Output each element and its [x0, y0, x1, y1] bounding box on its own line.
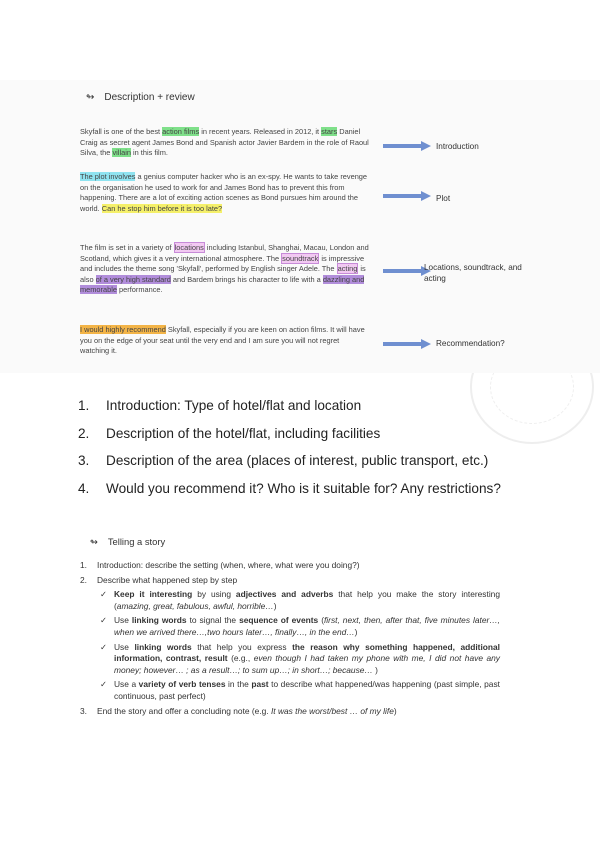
story-instructions [80, 560, 500, 717]
text: is impressive and includes the theme song 'Skyfall', performed by English singer Adele. The [80, 253, 365, 274]
item-number: 2. [78, 425, 90, 441]
highlight-purple: dazzling and memorable [80, 274, 365, 295]
tip-item [100, 589, 500, 612]
checkmark-icon: ✓ [100, 679, 108, 690]
highlight-purple: of a very high standard [95, 274, 171, 284]
list-item [80, 575, 500, 587]
text: in the [225, 679, 252, 690]
text: to signal the [186, 615, 240, 626]
list-item [78, 420, 548, 448]
highlight-cyan: The plot involves [80, 172, 136, 181]
review-heading [86, 92, 195, 103]
highlight-pink: locations [174, 243, 204, 252]
tip-text [114, 679, 500, 702]
arrow-right-icon [383, 191, 431, 201]
list-item [78, 392, 548, 420]
highlight-green: stars [321, 127, 338, 136]
tip-item [100, 679, 500, 702]
review-paragraph-locations [80, 243, 370, 296]
text: The film is set in a variety of [80, 243, 174, 252]
tip-item [100, 642, 500, 677]
text: End the story and offer a concluding note (e.g. [97, 705, 271, 716]
bold-text: past [251, 679, 269, 690]
checkmark-icon: ✓ [100, 641, 108, 652]
item-number: 4. [78, 480, 90, 496]
checkmark-icon: ✓ [100, 615, 108, 626]
text: a genius computer hacker who is an ex-spy. He wants to take revenge on the organisation he used to work for and James Bond has to prevent this from happening. There are a lot of exciting action scenes as Bond pursues him around the world. [80, 172, 368, 213]
item-text: Would you recommend it? Who is it suitable for? Any restrictions? [106, 480, 501, 496]
bold-text: linking words [131, 615, 187, 626]
label-plot: Plot [436, 194, 451, 203]
tip-text [114, 642, 500, 677]
text: Skyfall, especially if you are keen on action films. It will have you on the edge of your seat until the very end and I am sure you will not regret watching it. [80, 325, 365, 356]
highlight-green: villain [112, 148, 131, 158]
highlight-yellow: Can he stop him before it is too late? [101, 203, 223, 213]
italic-text: first, next, then, after that, five minutes later…, when we arrived there…,two hours later…, finally…, in the end… [114, 615, 501, 637]
text: Skyfall is one of the best [80, 127, 163, 136]
list-item [78, 475, 548, 503]
text: in this film. [130, 148, 168, 158]
item-number: 3. [78, 453, 90, 468]
text: to describe what happened/was happening (past simple, past continuous, past perfect) [114, 679, 500, 701]
text: Use [114, 641, 135, 652]
text: by using [192, 589, 236, 600]
item-text: Introduction: Type of hotel/flat and location [106, 398, 362, 413]
label-introduction: Introduction [436, 142, 479, 151]
item-text: Description of the area (places of interest, public transport, etc.) [106, 453, 489, 468]
review-paragraph-recommendation [80, 325, 370, 357]
label-recommendation: Recommendation? [436, 339, 505, 348]
story-title: Telling a story [107, 536, 166, 547]
item-number: 2. [80, 574, 87, 585]
text: Daniel Craig as secret agent James Bond and Spanish actor Javier Bardem in the role of Raoul Silva, the [80, 127, 369, 158]
bold-text: sequence of events [239, 615, 319, 626]
list-item [80, 560, 500, 572]
text: ) [354, 626, 358, 637]
arrow-right-icon [383, 141, 431, 151]
italic-text: It was the worst/best … of my life [270, 705, 394, 716]
item-text: Describe what happened step by step [97, 574, 238, 585]
story-heading [90, 536, 165, 548]
label-locations: Locations, soundtrack, and acting [424, 263, 522, 283]
text: ) [273, 600, 277, 611]
hotel-outline-list [78, 392, 548, 502]
text: ) [372, 664, 378, 675]
checkmark-icon: ✓ [100, 589, 108, 600]
review-paragraph-plot [80, 172, 370, 214]
list-item [80, 706, 500, 718]
highlight-pink: acting [337, 264, 358, 274]
section-arrow-icon: ↬ [90, 536, 98, 547]
text: Use [114, 615, 132, 626]
text: including Istanbul, Shanghai, Macau, London and Scotland, which gives it a very international atmosphere. The [80, 243, 369, 263]
bold-text: Keep it interesting [114, 589, 193, 600]
bold-text: adjectives and adverbs [235, 589, 334, 600]
arrow-right-icon [383, 339, 431, 349]
review-paragraph-intro [80, 127, 370, 159]
tip-item [100, 615, 500, 638]
text: (e.g., [227, 653, 254, 664]
tip-text [114, 589, 500, 612]
italic-text: amazing, great, fabulous, awful, horrible… [116, 600, 274, 611]
text: ) [393, 705, 397, 716]
item-number: 1. [78, 398, 90, 413]
item-text: Introduction: describe the setting (when, where, what were you doing?) [97, 560, 360, 570]
text: performance. [116, 285, 163, 295]
bold-text: the reason why something happened, additional information, contrast, result [114, 641, 501, 664]
tip-text [114, 615, 500, 638]
item-text: Description of the hotel/flat, including facilities [106, 425, 381, 441]
text: is also [80, 264, 366, 284]
item-number: 1. [80, 560, 87, 570]
item-number: 3. [80, 705, 87, 716]
text: Use a [114, 679, 139, 690]
highlight-pink: soundtrack [282, 253, 319, 263]
text: in recent years. Released in 2012, it [199, 127, 322, 136]
section-arrow-icon: ↬ [86, 92, 95, 103]
bold-text: variety of verb tenses [138, 679, 226, 690]
text: that help you express [191, 641, 293, 652]
text: and Bardem brings his character to life with a [170, 274, 323, 284]
text: that help you make the story interesting ( [114, 589, 500, 611]
highlight-green: action films [162, 127, 200, 136]
item-text [97, 706, 397, 718]
list-item [78, 447, 548, 475]
bold-text: linking words [134, 641, 192, 652]
review-title: Description + review [104, 92, 195, 103]
text: ( [318, 615, 324, 626]
italic-text: even though I had taken my phone with me, I did not have any money; however… ; as a result…; to sum up…; in short…; because… [114, 653, 500, 675]
highlight-orange: I would highly recommend [80, 325, 166, 334]
